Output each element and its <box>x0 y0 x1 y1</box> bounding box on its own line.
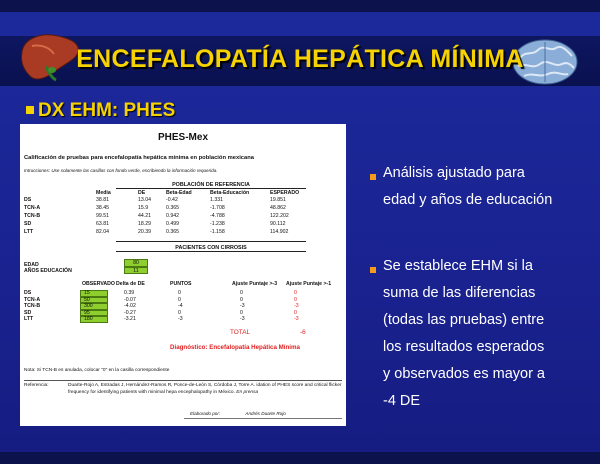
patients-header: Delta de DE <box>116 281 145 287</box>
bullet-square-icon <box>370 267 376 273</box>
slide-subtitle: DX EHM: PHES <box>38 100 176 121</box>
referencia-press: En prensa <box>236 389 259 395</box>
reference-row-label: TCN-A <box>24 205 41 211</box>
observado-input[interactable]: 15 <box>80 290 108 297</box>
observado-input[interactable]: 180 <box>80 316 108 323</box>
nota-text: Nota: Si TCN-B es anulada, colocar "0" en la casilla correspondiente <box>24 368 170 373</box>
reference-header: ESPERADO <box>270 190 300 196</box>
patients-cell: -3 <box>240 316 245 322</box>
patients-cell: 0.39 <box>124 290 135 296</box>
bottom-band <box>0 452 600 464</box>
educacion-label: AÑOS EDUCACIÓN <box>24 268 72 274</box>
bullet-text-line: -4 DE <box>383 393 421 409</box>
observado-input[interactable]: 300 <box>80 303 108 310</box>
reference-cell: 19.851 <box>270 197 286 203</box>
reference-cell: 38.81 <box>96 197 109 203</box>
reference-row-label: SD <box>24 221 32 227</box>
edad-input[interactable]: 80 <box>124 259 148 267</box>
patients-cell: 0 <box>178 309 181 316</box>
bullet-text-line: Análisis ajustado para <box>383 165 525 181</box>
elaborado-label: Elaborado por: <box>190 411 221 416</box>
phes-mex-document <box>20 124 346 426</box>
patients-header: OBSERVADO <box>82 281 115 287</box>
reference-header: Media <box>96 190 111 196</box>
bullet-text-line: los resultados esperados <box>383 339 545 355</box>
bullet-text-line: Se establece EHM si la <box>383 258 533 274</box>
patients-cell: 0 <box>240 290 243 296</box>
reference-cell: 18.29 <box>138 221 151 227</box>
reference-cell: 13.04 <box>138 197 151 203</box>
patients-row-label: DS <box>24 290 32 296</box>
patients-header: Ajuste Puntaje >-1 <box>286 281 332 287</box>
patients-section-heading: PACIENTES CON CIRROSIS <box>116 245 306 252</box>
reference-row-label: DS <box>24 197 32 203</box>
patients-cell: -3 <box>294 316 299 322</box>
reference-cell: 99.51 <box>96 213 109 219</box>
patients-cell: 0 <box>240 309 243 316</box>
patients-header: Ajuste Puntaje >-3 <box>232 281 278 287</box>
reference-cell: 15.9 <box>138 205 149 211</box>
reference-cell: 82.04 <box>96 229 109 235</box>
patients-row-label: LTT <box>24 316 34 322</box>
reference-cell: 44.21 <box>138 213 151 219</box>
patients-header: PUNTOS <box>170 281 192 287</box>
reference-cell: 20.39 <box>138 229 151 235</box>
document-subtitle: Calificación de pruebas para encefalopatía hepática mínima en población mexicana <box>24 155 255 161</box>
patients-cell: 0 <box>240 296 243 303</box>
reference-cell: 38.45 <box>96 205 109 211</box>
reference-cell: 0.499 <box>166 221 179 227</box>
slide-title: ENCEFALOPATÍA HEPÁTICA MÍNIMA <box>76 45 524 73</box>
reference-cell: -4.788 <box>210 213 225 219</box>
section-divider <box>116 241 306 242</box>
reference-cell: -1.238 <box>210 221 225 227</box>
educacion-input[interactable]: 11 <box>124 267 148 274</box>
bullet-text-line: y observados es mayor a <box>383 366 545 382</box>
bullet-text-line: (todas las pruebas) entre <box>383 312 545 328</box>
patients-row-label: TCN-B <box>24 303 41 309</box>
reference-section-heading: POBLACIÓN DE REFERENCIA <box>116 182 306 189</box>
patients-cell: -3 <box>178 316 183 322</box>
total-label: TOTAL <box>230 329 251 336</box>
edad-label: EDAD <box>24 262 39 268</box>
reference-cell: 63.81 <box>96 221 109 227</box>
total-value: -6 <box>300 329 306 336</box>
patients-cell: -4 <box>178 303 183 309</box>
patients-cell: 0 <box>294 309 297 316</box>
reference-cell: 0.365 <box>166 205 179 211</box>
observado-input[interactable]: 95 <box>80 310 108 317</box>
reference-cell: -1.708 <box>210 205 225 211</box>
reference-cell: 0.365 <box>166 229 179 235</box>
reference-cell: 1.331 <box>210 197 223 203</box>
bullet-square-icon <box>370 174 376 180</box>
observado-input[interactable]: 50 <box>80 297 108 304</box>
patients-cell: 0 <box>178 296 181 303</box>
reference-cell: -0.42 <box>166 197 178 203</box>
reference-row-label: LTT <box>24 229 34 235</box>
reference-divider <box>24 380 342 381</box>
elaborado-line <box>190 411 286 416</box>
elaborado-author: Andrés Duarte Rojo <box>245 411 286 416</box>
reference-row-label: TCN-B <box>24 213 41 219</box>
bullet-text-line: suma de las diferencias <box>383 285 536 301</box>
patients-cell: -4.02 <box>124 303 136 309</box>
patients-cell: -0.27 <box>124 309 136 316</box>
patients-cell: 0 <box>294 296 297 303</box>
top-band <box>0 0 600 12</box>
patients-row-label: SD <box>24 309 32 316</box>
reference-cell: 114.902 <box>270 229 289 235</box>
referencia-text: Duarte-Rojo A, Estradas J, Hernández-Ramos R, Ponce-de-León S, Córdoba J, Torre A. idation of PHES score and critical flicker frequency for identifying patients with minimal hepa encephalopathy in México. <box>68 383 342 395</box>
referencia-body <box>68 383 342 396</box>
patients-cell: 0 <box>178 290 181 296</box>
reference-cell: -1.158 <box>210 229 225 235</box>
patients-cell: -3.21 <box>124 316 136 322</box>
referencia-label: Referencia: <box>24 383 49 388</box>
elaborado-divider <box>184 418 342 419</box>
patients-cell: -0.07 <box>124 296 136 303</box>
diagnosis-text: Diagnóstico: Encefalopatía Hepática Mínima <box>170 344 300 351</box>
document-title: PHES-Mex <box>157 132 208 143</box>
reference-header: Beta-Edad <box>166 190 192 196</box>
reference-cell: 0.942 <box>166 213 179 219</box>
reference-cell: 48.862 <box>270 205 286 211</box>
bullet-text-line: edad y años de educación <box>383 192 553 208</box>
patients-row-label: TCN-A <box>24 296 41 303</box>
patients-cell: 0 <box>294 290 297 296</box>
reference-cell: 90.112 <box>270 221 286 227</box>
reference-header: DE <box>138 190 146 196</box>
patients-cell: -3 <box>294 303 299 309</box>
reference-header: Beta-Educación <box>210 190 250 196</box>
reference-cell: 122.202 <box>270 213 289 219</box>
bullet-square-icon <box>26 106 34 114</box>
document-instructions: Intrucciones: Use solamente las casillas con fondo verde, escribiendo la información requerida. <box>24 168 218 173</box>
patients-cell: -3 <box>240 303 245 309</box>
